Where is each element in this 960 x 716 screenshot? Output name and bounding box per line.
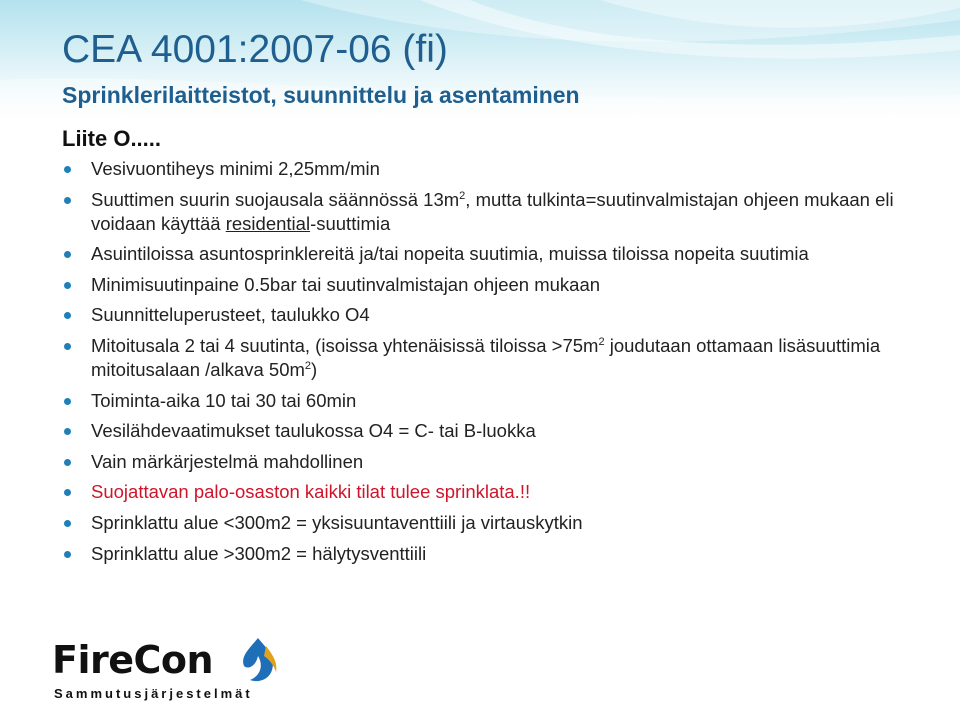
bullet-dot-icon — [64, 398, 71, 405]
page-title: CEA 4001:2007-06 (fi) — [62, 28, 448, 71]
logo-tagline: Sammutusjärjestelmät — [54, 686, 253, 701]
bullet-dot-icon — [64, 251, 71, 258]
bullet-text: ) — [311, 358, 318, 380]
bullet-text: Vain märkärjestelmä mahdollinen — [91, 450, 364, 472]
bullet-dot-icon — [64, 551, 71, 558]
bullet-dot-icon — [64, 428, 71, 435]
bullet-item — [62, 273, 932, 297]
bullet-item — [62, 334, 932, 382]
bullet-text: Toiminta-aika 10 tai 30 tai 60min — [91, 389, 357, 411]
flame-icon — [236, 636, 280, 684]
bullet-item — [62, 511, 932, 535]
bullet-item — [62, 242, 932, 266]
bullet-item — [62, 157, 932, 181]
bullet-dot-icon — [64, 489, 71, 496]
bullet-text: Vesivuontiheys minimi 2,25mm/min — [91, 158, 380, 179]
bullet-text: , mutta tulkinta=suutinvalmistajan ohjeen mukaan eli voidaan käyttää — [91, 188, 894, 234]
bullet-item — [62, 450, 932, 474]
bullet-text: Vesilähdevaatimukset taulukossa O4 = C- tai B-luokka — [91, 420, 536, 442]
bullet-text: residential — [225, 212, 311, 234]
bullet-text: joudutaan ottamaan lisäsuuttimia mitoitusalaan /alkava 50m — [91, 334, 881, 380]
bullet-text: Asuintiloissa asuntosprinklereitä ja/tai nopeita suutimia, muissa tiloissa nopeita suutimia — [91, 243, 809, 265]
bullet-dot-icon — [64, 343, 71, 350]
firecon-logo — [52, 640, 292, 706]
bullet-text: Suuttimen suurin suojausala säännössä 13m — [91, 188, 460, 210]
bullet-item — [62, 188, 932, 236]
bullet-dot-icon — [64, 282, 71, 289]
bullet-text: Suojattavan palo-osaston kaikki tilat tulee sprinklata.!! — [91, 481, 531, 503]
page-subtitle: Sprinklerilaitteistot, suunnittelu ja asentaminen — [62, 82, 580, 108]
bullet-item — [62, 303, 932, 327]
bullet-list — [62, 157, 932, 572]
bullet-text: Suunnitteluperusteet, taulukko O4 — [91, 304, 370, 326]
superscript: 2 — [598, 335, 605, 348]
bullet-dot-icon — [64, 520, 71, 527]
bullet-text: Minimisuutinpaine 0.5bar tai suutinvalmistajan ohjeen mukaan — [91, 273, 601, 295]
bullet-item — [62, 389, 932, 413]
bullet-text: Mitoitusala 2 tai 4 suutinta, (isoissa yhtenäisissä tiloissa >75m — [91, 334, 599, 356]
bullet-item — [62, 480, 932, 504]
bullet-text: Sprinklattu alue <300m2 = yksisuuntaventtiili ja virtauskytkin — [91, 511, 583, 533]
section-heading: Liite O..... — [62, 126, 162, 151]
bullet-item — [62, 419, 932, 443]
bullet-dot-icon — [64, 197, 71, 204]
bullet-dot-icon — [64, 312, 71, 319]
superscript: 2 — [459, 189, 466, 202]
bullet-dot-icon — [64, 166, 71, 173]
bullet-dot-icon — [64, 459, 71, 466]
bullet-text: -suuttimia — [310, 212, 391, 234]
bullet-item — [62, 542, 932, 566]
bullet-text: Sprinklattu alue >300m2 = hälytysventtiili — [91, 542, 427, 564]
superscript: 2 — [304, 359, 312, 372]
logo-wordmark: FireCon — [52, 638, 214, 682]
